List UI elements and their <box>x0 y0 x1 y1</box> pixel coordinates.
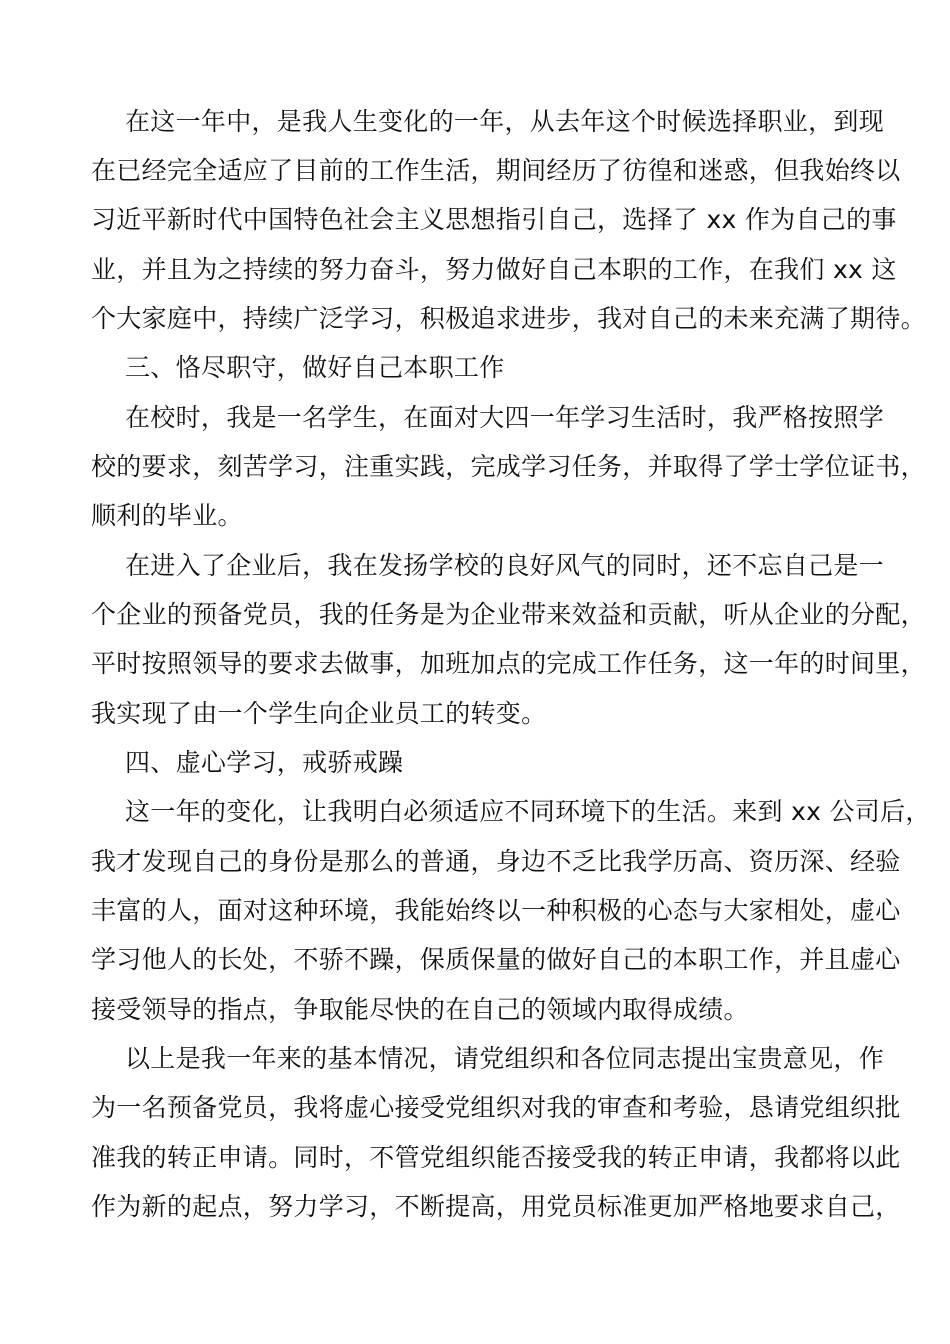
paragraph-1-line-1: 在这一年中，是我人生变化的一年，从去年这个时候选择职业，到现 <box>125 107 885 136</box>
section-heading-4: 四、虚心学习，戒骄戒躁 <box>125 748 404 777</box>
paragraph-4-line-4: 学习他人的长处，不骄不躁，保质保量的做好自己的本职工作，并且虚心 <box>91 945 901 974</box>
paragraph-4-line-3: 丰富的人，面对这种环境，我能始终以一种积极的心态与大家相处，虚心 <box>91 896 901 925</box>
paragraph-5-line-3: 准我的转正申请。同时，不管党组织能否接受我的转正申请，我都将以此 <box>91 1143 901 1172</box>
paragraph-4-line-2: 我才发现自己的身份是那么的普通，身边不乏比我学历高、资历深、经验 <box>91 847 901 876</box>
paragraph-5-line-1: 以上是我一年来的基本情况，请党组织和各位同志提出宝贵意见，作 <box>125 1044 885 1073</box>
paragraph-1-line-4: 业，并且为之持续的努力奋斗，努力做好自己本职的工作，在我们 xx 这 <box>91 255 897 284</box>
paragraph-5-line-4: 作为新的起点，努力学习，不断提高，用党员标准更加严格地要求自己， <box>91 1192 901 1221</box>
paragraph-2-line-2: 校的要求，刻苦学习，注重实践，完成学习任务，并取得了学士学位证书， <box>91 452 926 481</box>
paragraph-3-line-4: 我实现了由一个学生向企业员工的转变。 <box>91 699 547 728</box>
paragraph-1-line-5: 个大家庭中，持续广泛学习，积极追求进步，我对自己的未来充满了期待。 <box>91 304 926 333</box>
paragraph-2-line-1: 在校时，我是一名学生，在面对大四一年学习生活时，我严格按照学 <box>125 403 885 432</box>
paragraph-1-line-3: 习近平新时代中国特色社会主义思想指引自己，选择了 xx 作为自己的事 <box>91 205 897 234</box>
paragraph-4-line-5: 接受领导的指点，争取能尽快的在自己的领域内取得成绩。 <box>91 995 749 1024</box>
paragraph-4-line-1: 这一年的变化，让我明白必须适应不同环境下的生活。来到 xx 公司后， <box>125 797 931 826</box>
paragraph-2-line-3: 顺利的毕业。 <box>91 501 243 530</box>
paragraph-5-line-2: 为一名预备党员，我将虚心接受党组织对我的审查和考验，恳请党组织批 <box>91 1093 901 1122</box>
paragraph-3-line-2: 个企业的预备党员，我的任务是为企业带来效益和贡献，听从企业的分配， <box>91 600 926 629</box>
paragraph-3-line-3: 平时按照领导的要求去做事，加班加点的完成工作任务，这一年的时间里， <box>91 649 926 678</box>
section-heading-3: 三、恪尽职守，做好自己本职工作 <box>125 353 505 382</box>
paragraph-1-line-2: 在已经完全适应了目前的工作生活，期间经历了彷徨和迷惑，但我始终以 <box>91 156 901 185</box>
paragraph-3-line-1: 在进入了企业后，我在发扬学校的良好风气的同时，还不忘自己是一 <box>125 551 885 580</box>
